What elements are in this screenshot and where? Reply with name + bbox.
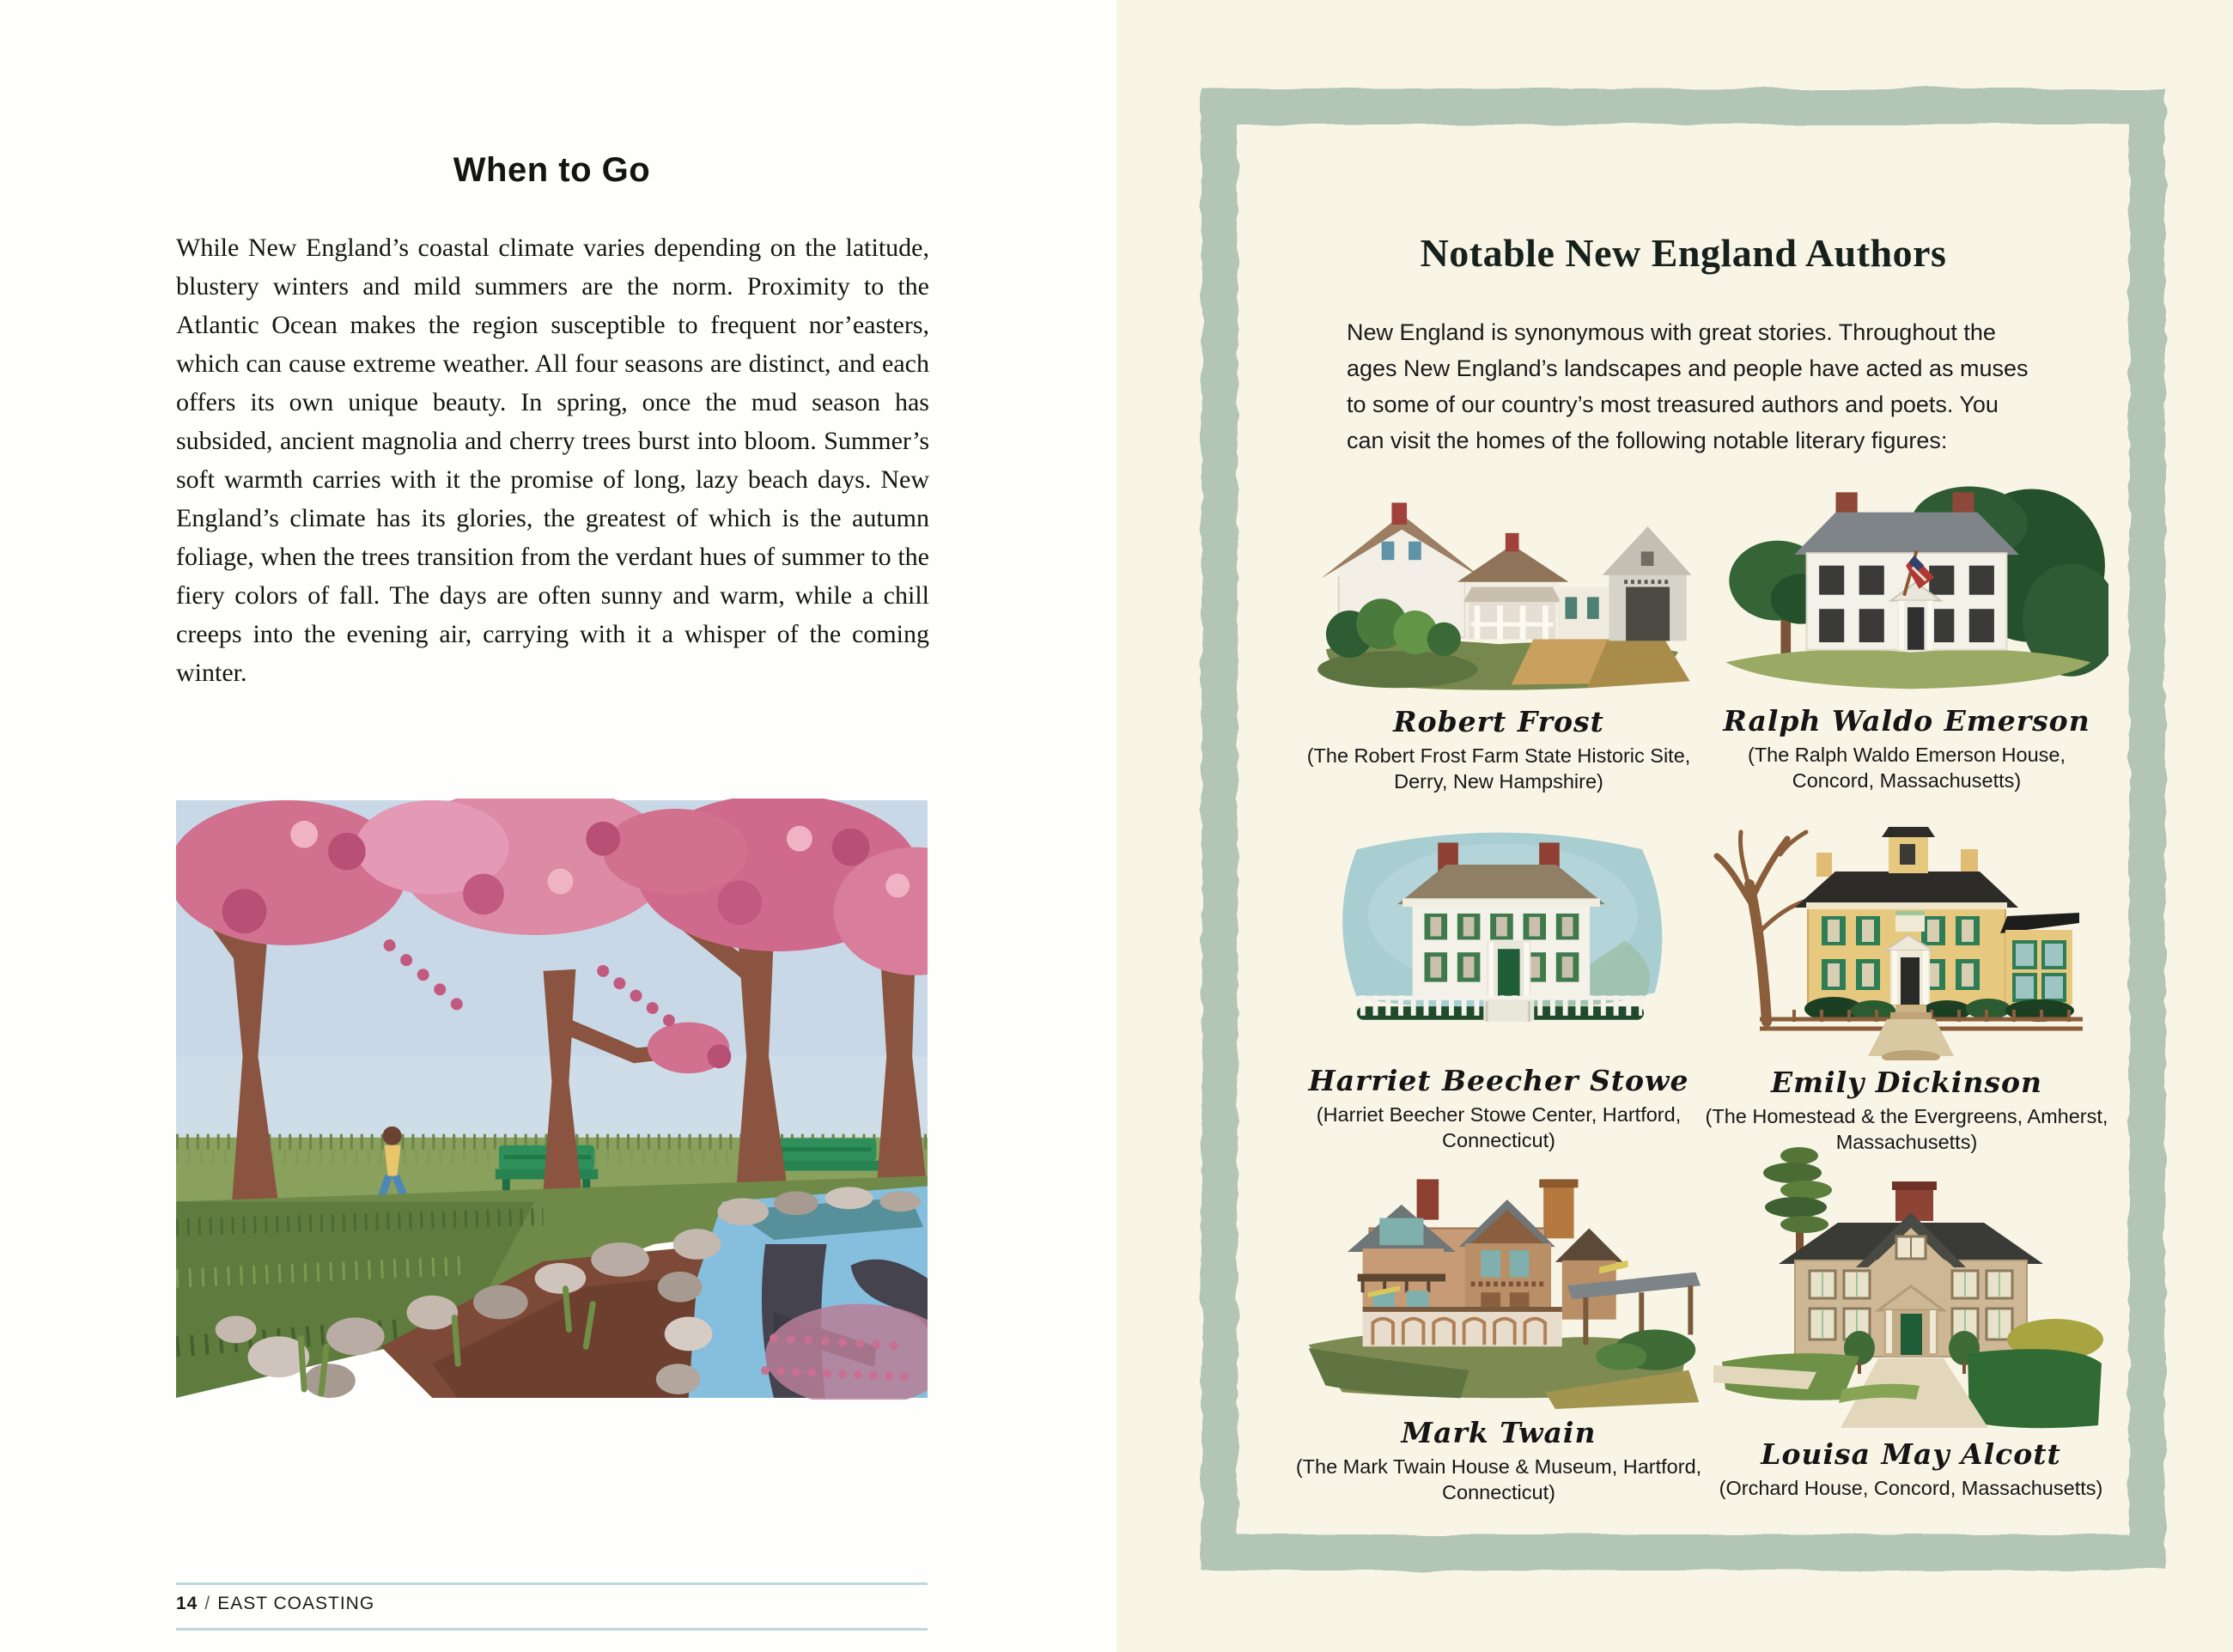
author-caption: (The Homestead & the Evergreens, Amherst, Massachusetts) [1705,1105,2108,1153]
spring-park-illustration [176,799,928,1400]
mark-twain-house-illustration [1288,1149,1709,1411]
park-bench-icon [772,1139,879,1171]
dickinson-homestead-illustration [1705,803,2108,1060]
box-title: Notable New England Authors [1420,231,1947,275]
footer-rule-bottom [176,1628,928,1631]
page-heading: When to Go [453,151,651,189]
footer-separator: / [204,1594,211,1613]
author-tile-robert-frost [1293,481,1705,794]
stowe-center-illustration [1301,814,1696,1059]
box-intro: New England is synonymous with great stories. Throughout the ages New England’s landscapes and people have acted as muses to some of our country’s most treasured authors and poets. You can visit the homes of the following notable literary figures: [1347,319,2029,453]
page-footer [176,1594,928,1614]
emerson-house-illustration [1705,474,2108,699]
author-tile-mark-twain [1284,1149,1713,1505]
author-caption: (The Ralph Waldo Emerson House, Concord, Massachusetts) [1747,744,2066,792]
author-tile-harriet-beecher-stowe [1301,814,1696,1153]
author-caption: (The Mark Twain House & Museum, Hartford, Connecticut) [1295,1455,1702,1503]
author-name: Ralph Waldo Emerson [1723,704,2090,738]
orchard-house-illustration [1713,1132,2108,1432]
cherry-blossom-scene-icon [176,799,928,1400]
left-page [0,0,1116,1652]
author-name: Louisa May Alcott [1761,1437,2061,1471]
body-paragraph: While New England’s coastal climate varies depending on the latitude, blustery winters and mild summers are the norm. Proximity to the Atlantic Ocean makes the region susceptible to frequent nor’easters, which can cause extreme weather. All four seasons are distinct, and each offers its own unique beauty. In spring, once the mud season has subsided, ancient magnolia and cherry trees burst into bloom. Summer’s soft warmth carries with it the promise of long, lazy beach days. New England’s climate has its glories, the greatest of which is the autumn foliage, when the trees transition from the verdant hues of summer to the fiery colors of fall. The days are often sunny and warm, while a chill creeps into the evening air, carrying with it a whisper of the coming winter. [176,234,929,687]
author-caption: (Orchard House, Concord, Massachusetts) [1719,1477,2103,1499]
robert-frost-farm-illustration [1297,481,1701,700]
page-number: 14 [176,1594,198,1613]
author-name: Mark Twain [1401,1416,1597,1449]
author-tile-louisa-may-alcott [1709,1132,2113,1501]
author-name: Harriet Beecher Stowe [1308,1064,1689,1097]
footer-book-title: EAST COASTING [217,1594,375,1613]
author-tile-ralph-waldo-emerson [1705,474,2108,793]
author-name: Robert Frost [1393,705,1604,738]
author-caption: (The Robert Frost Farm State Historic Site, Derry, New Hampshire) [1306,744,1691,793]
footer-rule-top [176,1582,928,1585]
author-name: Emily Dickinson [1770,1066,2043,1099]
author-tile-emily-dickinson [1705,803,2108,1155]
author-caption: (Harriet Beecher Stowe Center, Hartford, Connecticut) [1316,1103,1682,1151]
